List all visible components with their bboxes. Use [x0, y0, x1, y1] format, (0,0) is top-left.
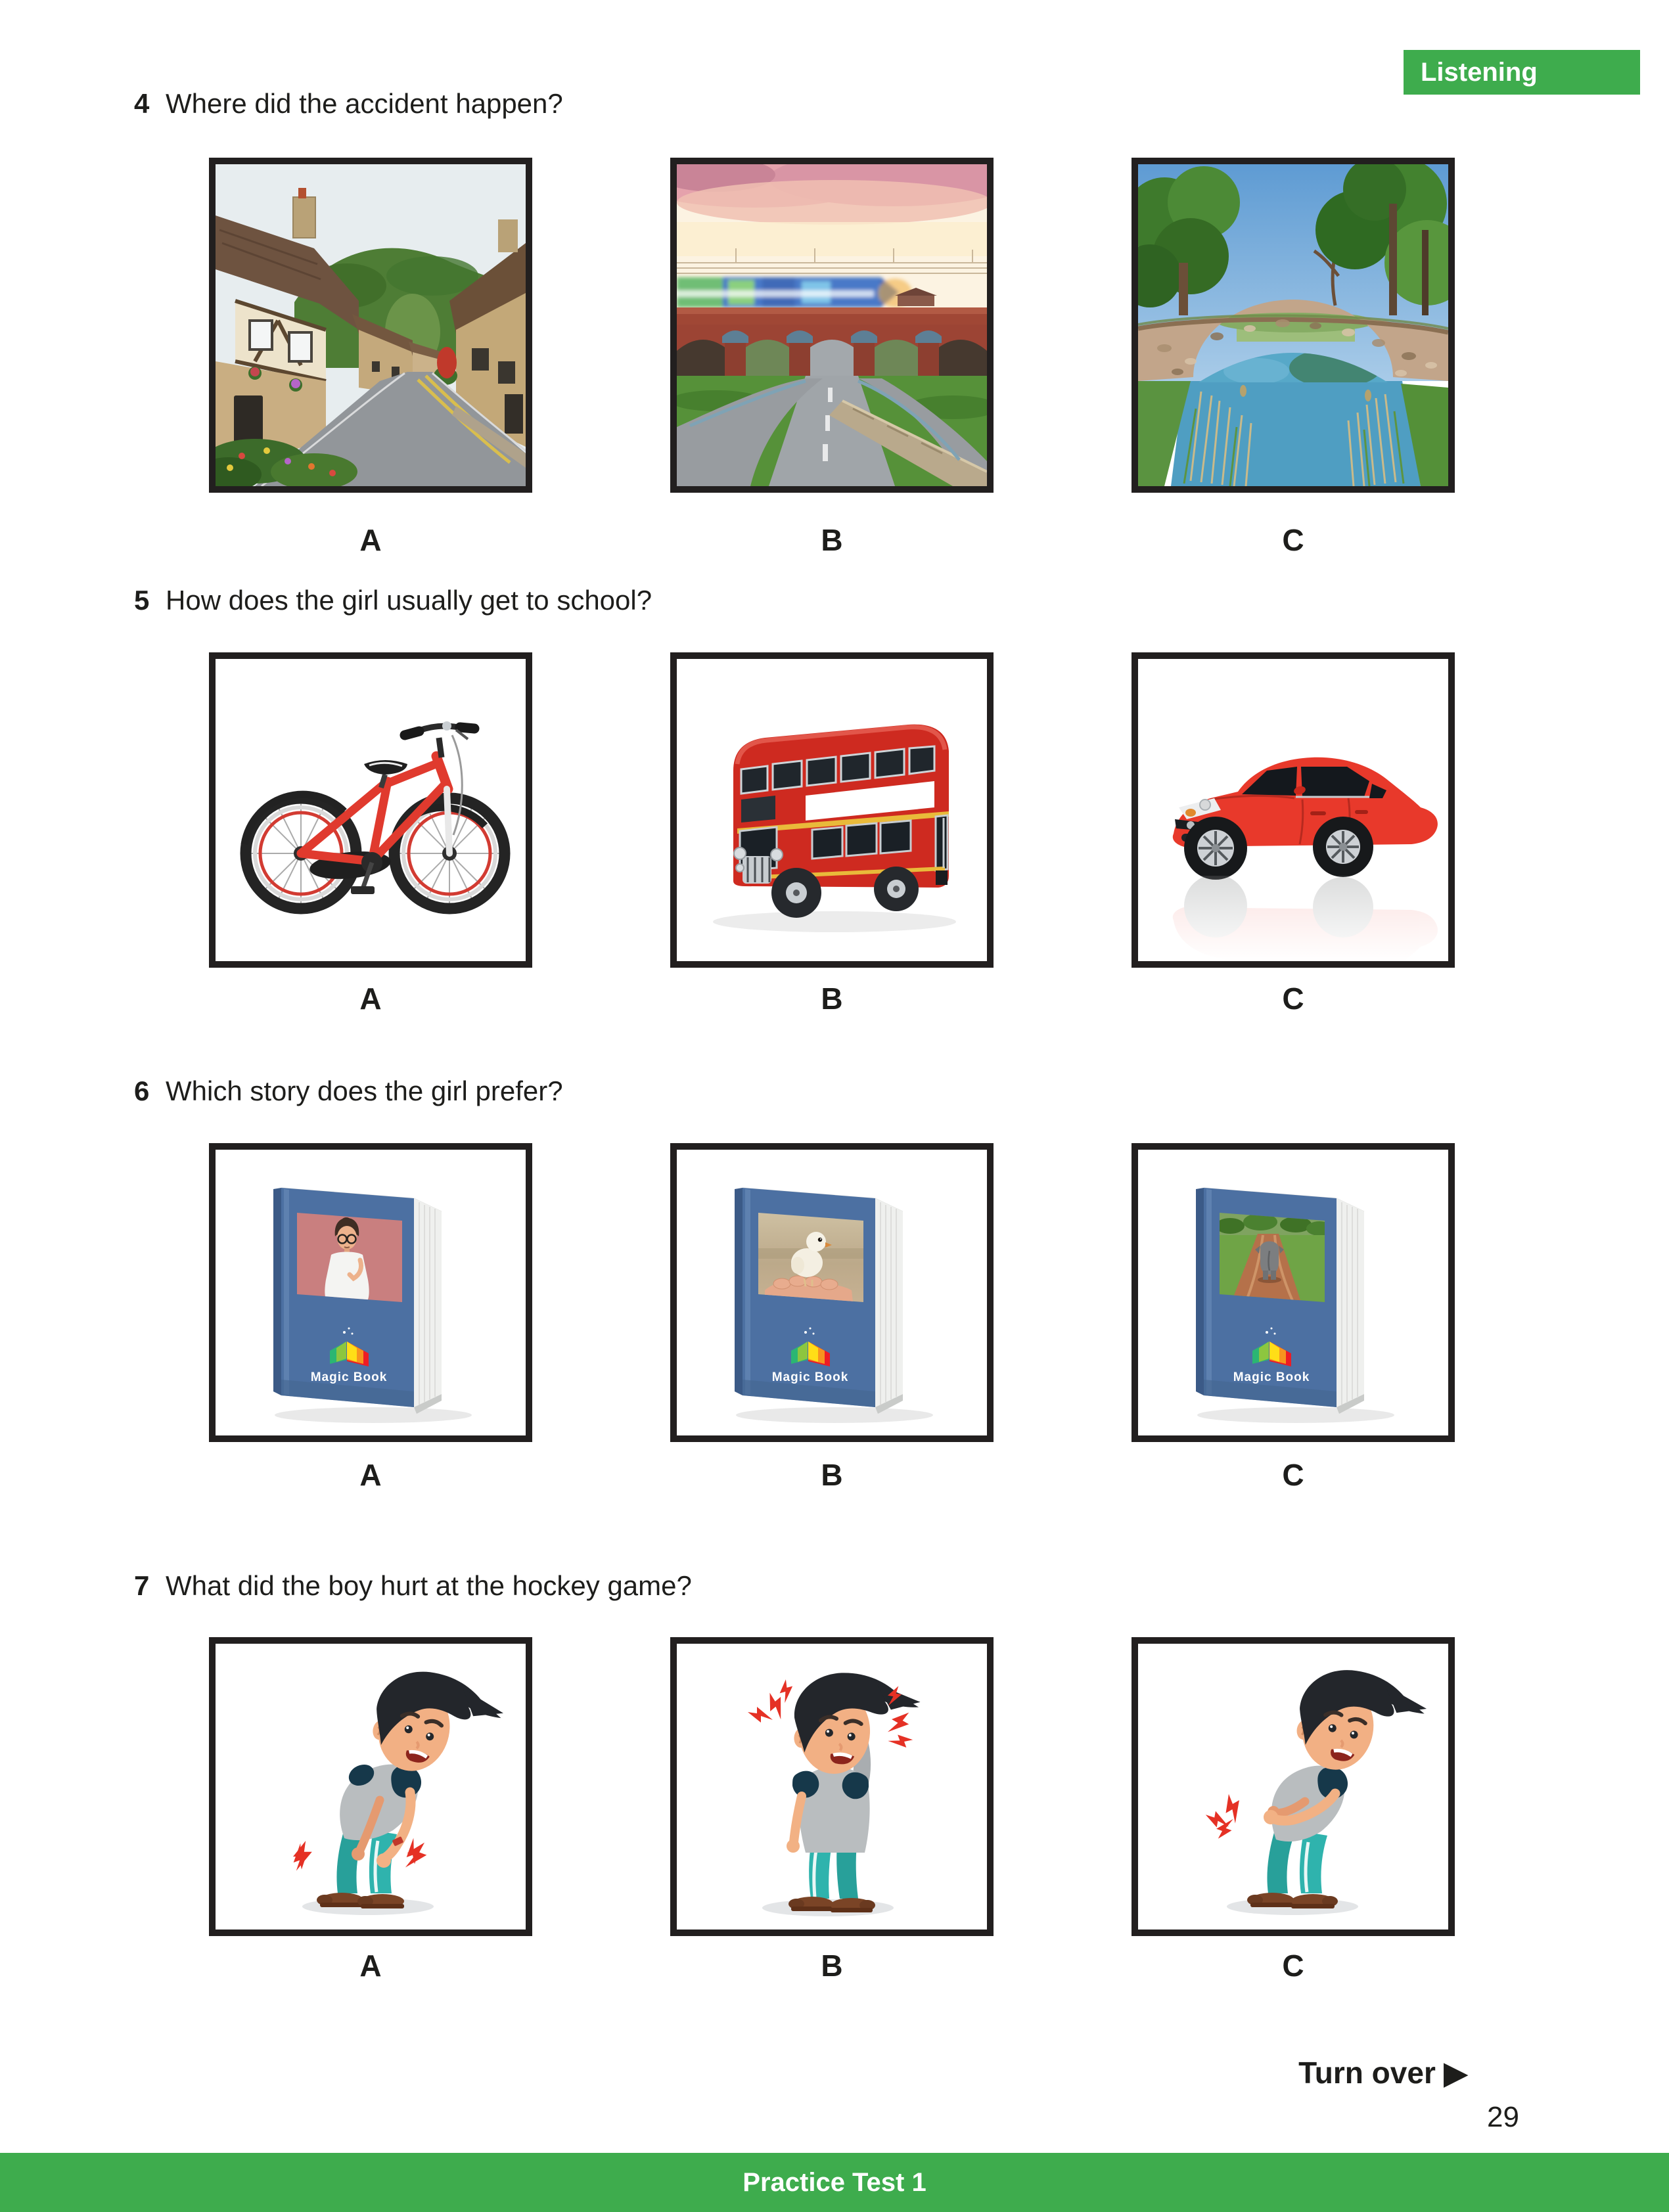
- q5-option-b-label: B: [821, 982, 843, 1016]
- q4-option-c-image: [1132, 158, 1455, 493]
- q7-option-a-image: [209, 1637, 532, 1936]
- q6-option-a-label: A: [359, 1458, 382, 1492]
- book-logo-text: Magic Book: [1233, 1370, 1310, 1384]
- question-6-number: 6: [134, 1075, 150, 1106]
- q6-option-c-label: C: [1282, 1458, 1304, 1492]
- q4-option-c-label: C: [1282, 523, 1304, 557]
- stone-bridge-photo: [1138, 164, 1448, 486]
- q6-option-b-label: B: [821, 1458, 843, 1492]
- question-7-text: What did the boy hurt at the hockey game?: [166, 1570, 692, 1601]
- q5-option-c-image: [1132, 652, 1455, 968]
- q4-option-b-image: [670, 158, 994, 493]
- q7-option-a-label: A: [359, 1949, 382, 1983]
- question-5-number: 5: [134, 585, 150, 616]
- question-7-number: 7: [134, 1570, 150, 1601]
- q4-option-a-label: A: [359, 523, 382, 557]
- q5-option-a-label: A: [359, 982, 382, 1016]
- q5-option-a-image: [209, 652, 532, 968]
- magic-book-chick-cover: [677, 1150, 987, 1435]
- red-double-decker-bus-photo: [677, 659, 987, 961]
- q7-option-b-label: B: [821, 1949, 843, 1983]
- q7-option-b-image: [670, 1637, 994, 1936]
- question-5-text: How does the girl usually get to school?: [166, 585, 652, 616]
- red-car-photo: [1138, 659, 1448, 961]
- boy-hurt-knees-cartoon: [216, 1644, 526, 1930]
- footer-bar: Practice Test 1: [0, 2153, 1669, 2212]
- turn-over-label: Turn over ▶: [1298, 2056, 1467, 2090]
- q6-option-a-image: [209, 1143, 532, 1442]
- question-4-text: Where did the accident happen?: [166, 88, 563, 119]
- village-street-photo: [216, 164, 526, 486]
- q7-option-c-label: C: [1282, 1949, 1304, 1983]
- q4-option-a-image: [209, 158, 532, 493]
- q6-option-c-image: [1132, 1143, 1455, 1442]
- boy-hurt-back-cartoon: [1138, 1644, 1448, 1930]
- book-logo-text: Magic Book: [771, 1370, 849, 1384]
- q7-option-c-image: [1132, 1637, 1455, 1936]
- section-badge: Listening: [1404, 50, 1640, 95]
- magic-book-girl-cover: [216, 1150, 526, 1435]
- page-number: 29: [1487, 2101, 1519, 2133]
- question-6-text: Which story does the girl prefer?: [166, 1075, 563, 1106]
- q5-option-b-image: [670, 652, 994, 968]
- magic-book-elephant-cover: [1138, 1150, 1448, 1435]
- book-logo-text: Magic Book: [310, 1370, 388, 1384]
- q4-option-b-label: B: [821, 523, 843, 557]
- red-bicycle-photo: [216, 659, 526, 961]
- train-viaduct-photo: [677, 164, 987, 486]
- boy-hurt-head-cartoon: [677, 1644, 987, 1930]
- q6-option-b-image: [670, 1143, 994, 1442]
- question-4-number: 4: [134, 88, 150, 119]
- q5-option-c-label: C: [1282, 982, 1304, 1016]
